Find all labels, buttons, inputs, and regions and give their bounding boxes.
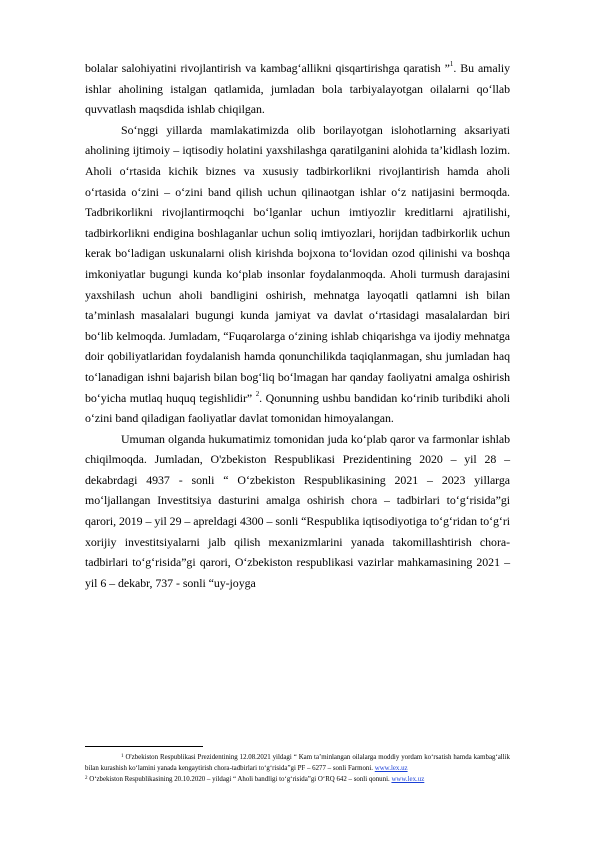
- footnote-separator: [85, 746, 203, 747]
- footnotes: [85, 752, 510, 785]
- paragraph-text: So‘nggi yillarda mamlakatimizda olib borilayotgan islohotlarning aksariyati aholining ijtimoiy – iqtisodiy holatini yaxshilashga qaratilganini alohida ta’kidlash lozim. Aholi o‘rtasida kichik biznes va xususiy tadbirkorlikni rivojlantirish hamda aholi o‘rtasida o‘zini – o‘zini band qilish uchun qilinaotgan ishlar o‘z natijasini bermoqda. Tadbrikorlikni rivojlantirmoqchi bo‘lganlar uchun imtiyozlir kreditlarni ajratilishi, tadbirkorlikni endigina boshlaganlar uchun soliq imtiyozlari, horijdan tadbirkorlik uchun kerak bo‘ladigan uskunalarni olish kirishda bojxona to‘lovidan ozod qilinishi va boshqa imkoniyatlar bugungi kunda ko‘plab insonlar foydalanmoqda. Aholi turmush darajasini yaxshilash uchun aholi bandligini oshirish, mehnatga layoqatli qatlamni ish bilan ta’minlash masalalari bugungi kunda jamiyat va davlat o‘rtasidagi masalalardan biri bo‘lib kelmoqda. Jumladam, “Fuqarolarga o‘zining ishlab chiqarishga va ijodiy mehnatga doir qobiliyatlaridan foydalanish hamda qonunchilikda taqiqlanmagan, shu jumladan haq to‘lanadigan ishni bajarish bilan bog‘liq bo‘lmagan har qanday faoliyatni amalga oshirish bo‘yicha mutlaq huquq tegishlidir”: [85, 122, 510, 405]
- footnote-text: O‘zbekiston Respublikasining 20.10.2020 – yildagi “ Aholi bandligi to‘g‘risida”gi O‘RQ 642 – sonli qonuni.: [87, 776, 392, 784]
- footnote-2: [85, 774, 510, 785]
- paragraph-3: [85, 429, 510, 594]
- footnote-link[interactable]: www.lex.uz: [391, 776, 425, 784]
- footnote-number: 1: [121, 754, 124, 759]
- footnote-number: 2: [85, 776, 88, 782]
- paragraph-1: [85, 58, 510, 120]
- paragraph-text-continued: . Qonunning ushbu bandidan ko‘rinib turibdiki aholi o‘zini band qiladigan faoliyatlar davlat tomonidan himoyalangan.: [85, 390, 510, 426]
- body-text: [85, 58, 510, 593]
- footnote-link[interactable]: www.lex.uz: [374, 765, 408, 773]
- footnote-ref-1[interactable]: 1: [449, 60, 454, 69]
- paragraph-2: [85, 120, 510, 429]
- paragraph-text-continued: . Bu amaliy ishlar aholining istalgan qatlamida, jumladan bola tarbiyalayotgan oilalarni qo‘llab quvvatlash maqsdida ishlab chiqilgan.: [85, 61, 510, 117]
- paragraph-text: Umuman olganda hukumatimiz tomonidan juda ko‘plab qaror va farmonlar ishlab chiqilmoqda. Jumladan, O'zbekiston Respublikasi Prezidentining 2020 – yil 28 – dekabrdagi 4937 - sonli “ O‘zbekiston Respublikasining 2021 – 2023 yillarga mo‘ljallangan Investitsiya dasturini amalga oshirish chora – tadbirlari to‘g‘risida”gi qarori, 2019 – yil 29 – apreldagi 4300 – sonli “Respublika iqtisodiyotiga to‘g‘ridan to‘g‘ri xorijiy investitsiyalarni jalb qilish mexanizmlarini yanada takomillashtirish chora-tadbirlari to‘g‘risida”gi qarori, O‘zbekiston respublikasi vazirlar mahkamasining 2021 – yil 6 – dekabr, 737 - sonli “uy-joyga: [85, 431, 510, 590]
- paragraph-text: bolalar salohiyatini rivojlantirish va kambag‘allikni qisqartirishga qaratish ”: [85, 61, 450, 75]
- footnote-1: [85, 752, 510, 774]
- footnote-ref-2[interactable]: 2: [255, 389, 260, 398]
- footnote-text: O'zbekiston Respublikasi Prezidentining 12.08.2021 yildagi “ Kam ta’minlangan oilalarga moddiy yordam ko‘rsatish hamda kambag‘allik bilan kurashish ko‘lamini yanada kengaytirish chora-tadbirlari to‘g‘risida”gi PF – 6277 – sonli Farmoni.: [85, 754, 510, 773]
